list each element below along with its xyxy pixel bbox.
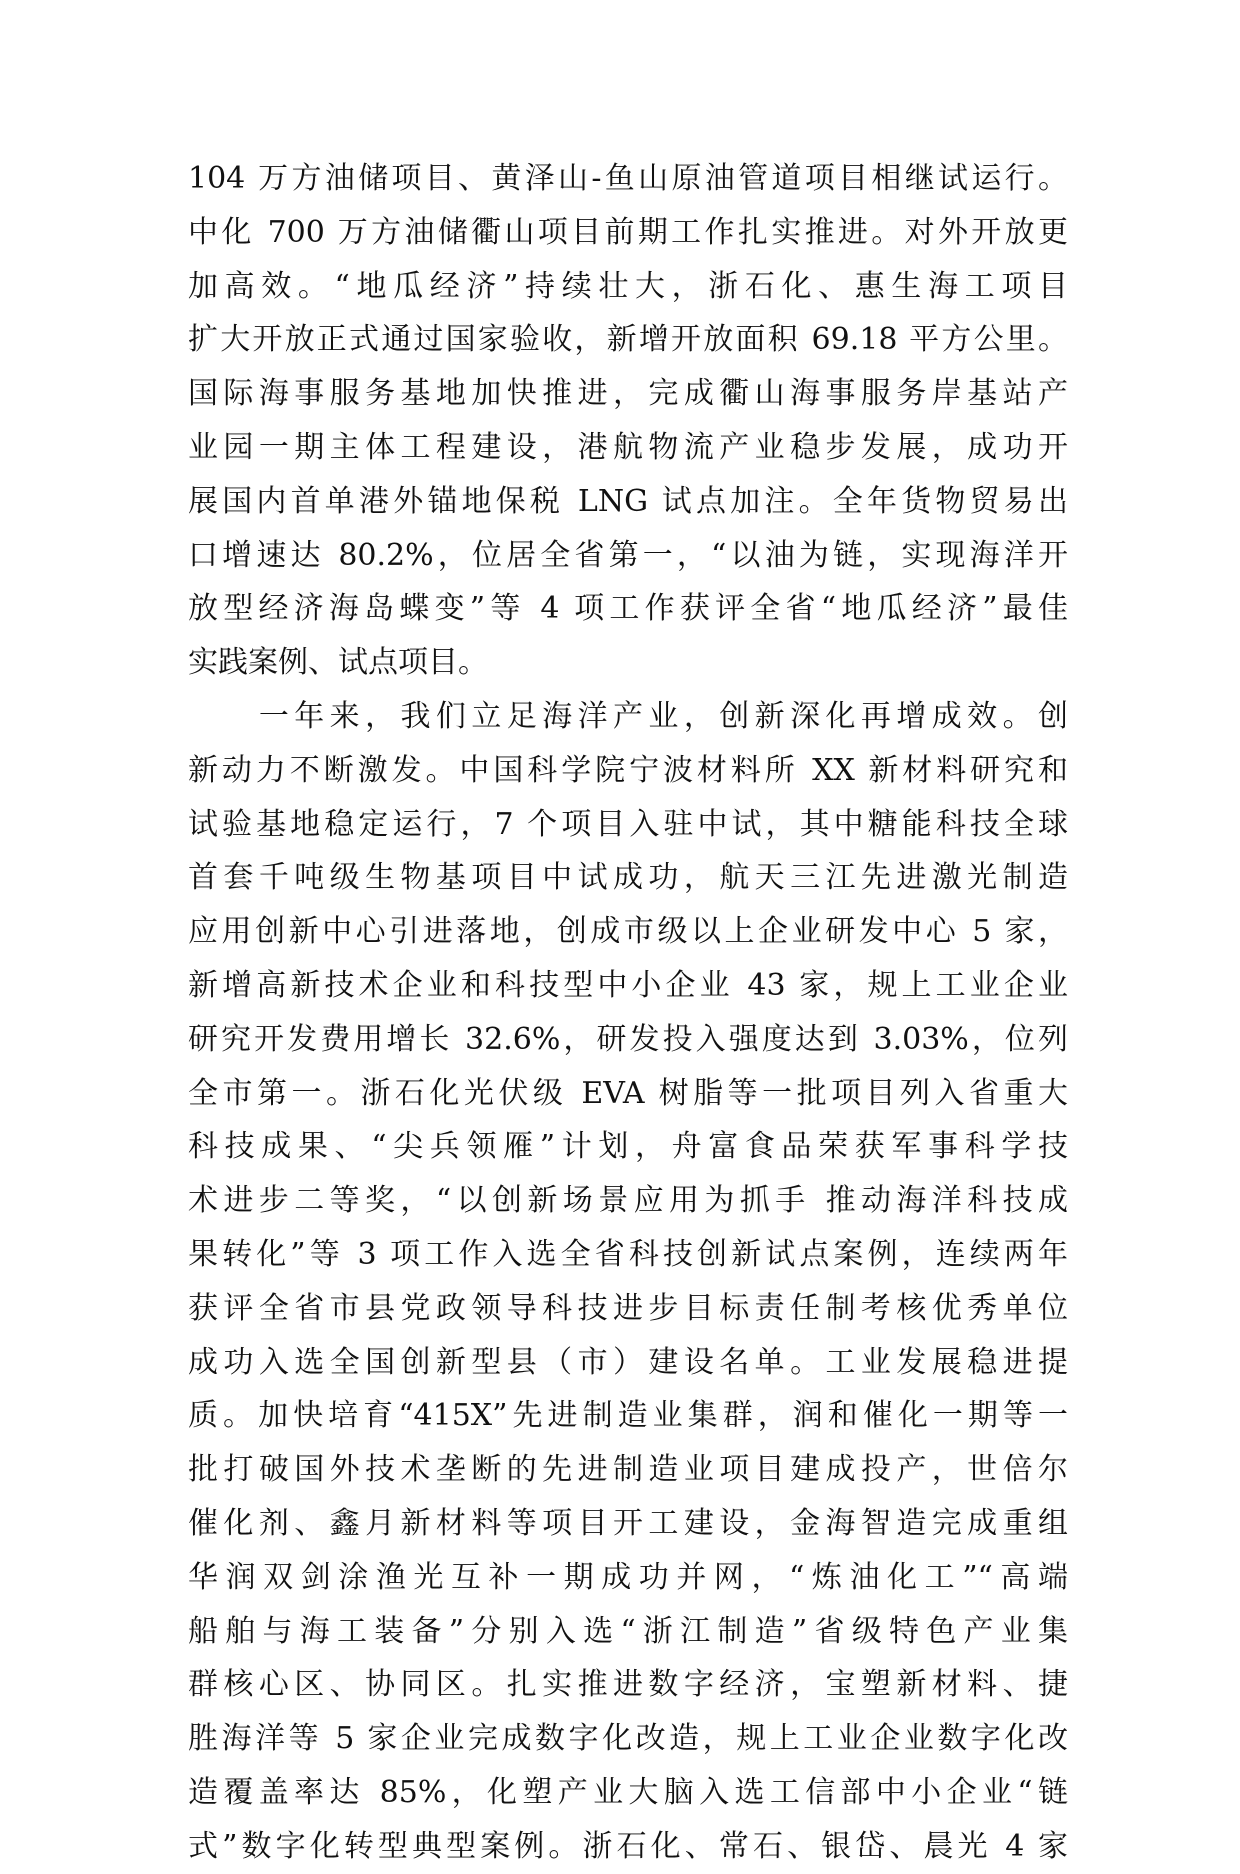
- text-line: 华润双剑涂渔光互补一期成功并网，“炼油化工”“高端: [188, 1559, 1068, 1595]
- text-line: 实践案例、试点项目。: [188, 645, 488, 681]
- text-line: 催化剂、鑫月新材料等项目开工建设，金海智造完成重组: [188, 1505, 1068, 1541]
- text-line: 获评全省市县党政领导科技进步目标责任制考核优秀单位: [188, 1290, 1068, 1326]
- body-text: [188, 152, 1068, 1874]
- text-line: 展国内首单港外锚地保税 LNG 试点加注。全年货物贸易出: [188, 483, 1068, 519]
- text-line: 研究开发费用增长 32.6%，研发投入强度达到 3.03%，位列: [188, 1021, 1068, 1057]
- text-line: 104 万方油储项目、黄泽山-鱼山原油管道项目相继试运行。: [188, 161, 1068, 196]
- text-line: 新动力不断激发。中国科学院宁波材料所 XX 新材料研究和: [188, 752, 1068, 788]
- text-line: 船舶与海工装备”分别入选“浙江制造”省级特色产业集: [188, 1613, 1068, 1649]
- text-line: 造覆盖率达 85%，化塑产业大脑入选工信部中小企业“链: [188, 1774, 1068, 1810]
- text-line: 中化 700 万方油储衢山项目前期工作扎实推进。对外开放更: [188, 214, 1068, 250]
- text-line: 业园一期主体工程建设，港航物流产业稳步发展，成功开: [188, 429, 1068, 465]
- text-line: 放型经济海岛蝶变”等 4 项工作获评全省“地瓜经济”最佳: [188, 591, 1068, 627]
- text-line: 成功入选全国创新型县（市）建设名单。工业发展稳进提: [188, 1344, 1068, 1380]
- text-line: 扩大开放正式通过国家验收，新增开放面积 69.18 平方公里。: [188, 322, 1068, 358]
- text-line: 全市第一。浙石化光伏级 EVA 树脂等一批项目列入省重大: [188, 1075, 1068, 1111]
- text-line: 胜海洋等 5 家企业完成数字化改造，规上工业企业数字化改: [188, 1721, 1068, 1757]
- text-line: 新增高新技术企业和科技型中小企业 43 家，规上工业企业: [188, 967, 1068, 1003]
- text-line: 科技成果、“尖兵领雁”计划，舟富食品荣获军事科学技: [188, 1129, 1068, 1165]
- text-line: 试验基地稳定运行，7 个项目入驻中试，其中糖能科技全球: [188, 806, 1068, 842]
- text-line: 加高效。“地瓜经济”持续壮大，浙石化、惠生海工项目: [188, 268, 1068, 304]
- text-line: 群核心区、协同区。扎实推进数字经济，宝塑新材料、捷: [188, 1667, 1068, 1703]
- text-line: 式”数字化转型典型案例。浙石化、常石、银岱、晨光 4 家: [188, 1828, 1068, 1864]
- text-line: 应用创新中心引进落地，创成市级以上企业研发中心 5 家，: [188, 914, 1068, 950]
- text-line: 首套千吨级生物基项目中试成功，航天三江先进激光制造: [188, 860, 1068, 896]
- text-line: 果转化”等 3 项工作入选全省科技创新试点案例，连续两年: [188, 1236, 1068, 1272]
- paragraph-start-line: 一年来，我们立足海洋产业，创新深化再增成效。创: [188, 698, 1068, 734]
- text-line: 术进步二等奖，“以创新场景应用为抓手 推动海洋科技成: [188, 1183, 1068, 1219]
- text-line: 质。加快培育“415X”先进制造业集群，润和催化一期等一: [188, 1398, 1068, 1434]
- text-line: 口增速达 80.2%，位居全省第一，“以油为链，实现海洋开: [188, 537, 1068, 573]
- text-line: 国际海事服务基地加快推进，完成衢山海事服务岸基站产: [188, 376, 1068, 412]
- text-line: 批打破国外技术垄断的先进制造业项目建成投产，世倍尔: [188, 1452, 1068, 1488]
